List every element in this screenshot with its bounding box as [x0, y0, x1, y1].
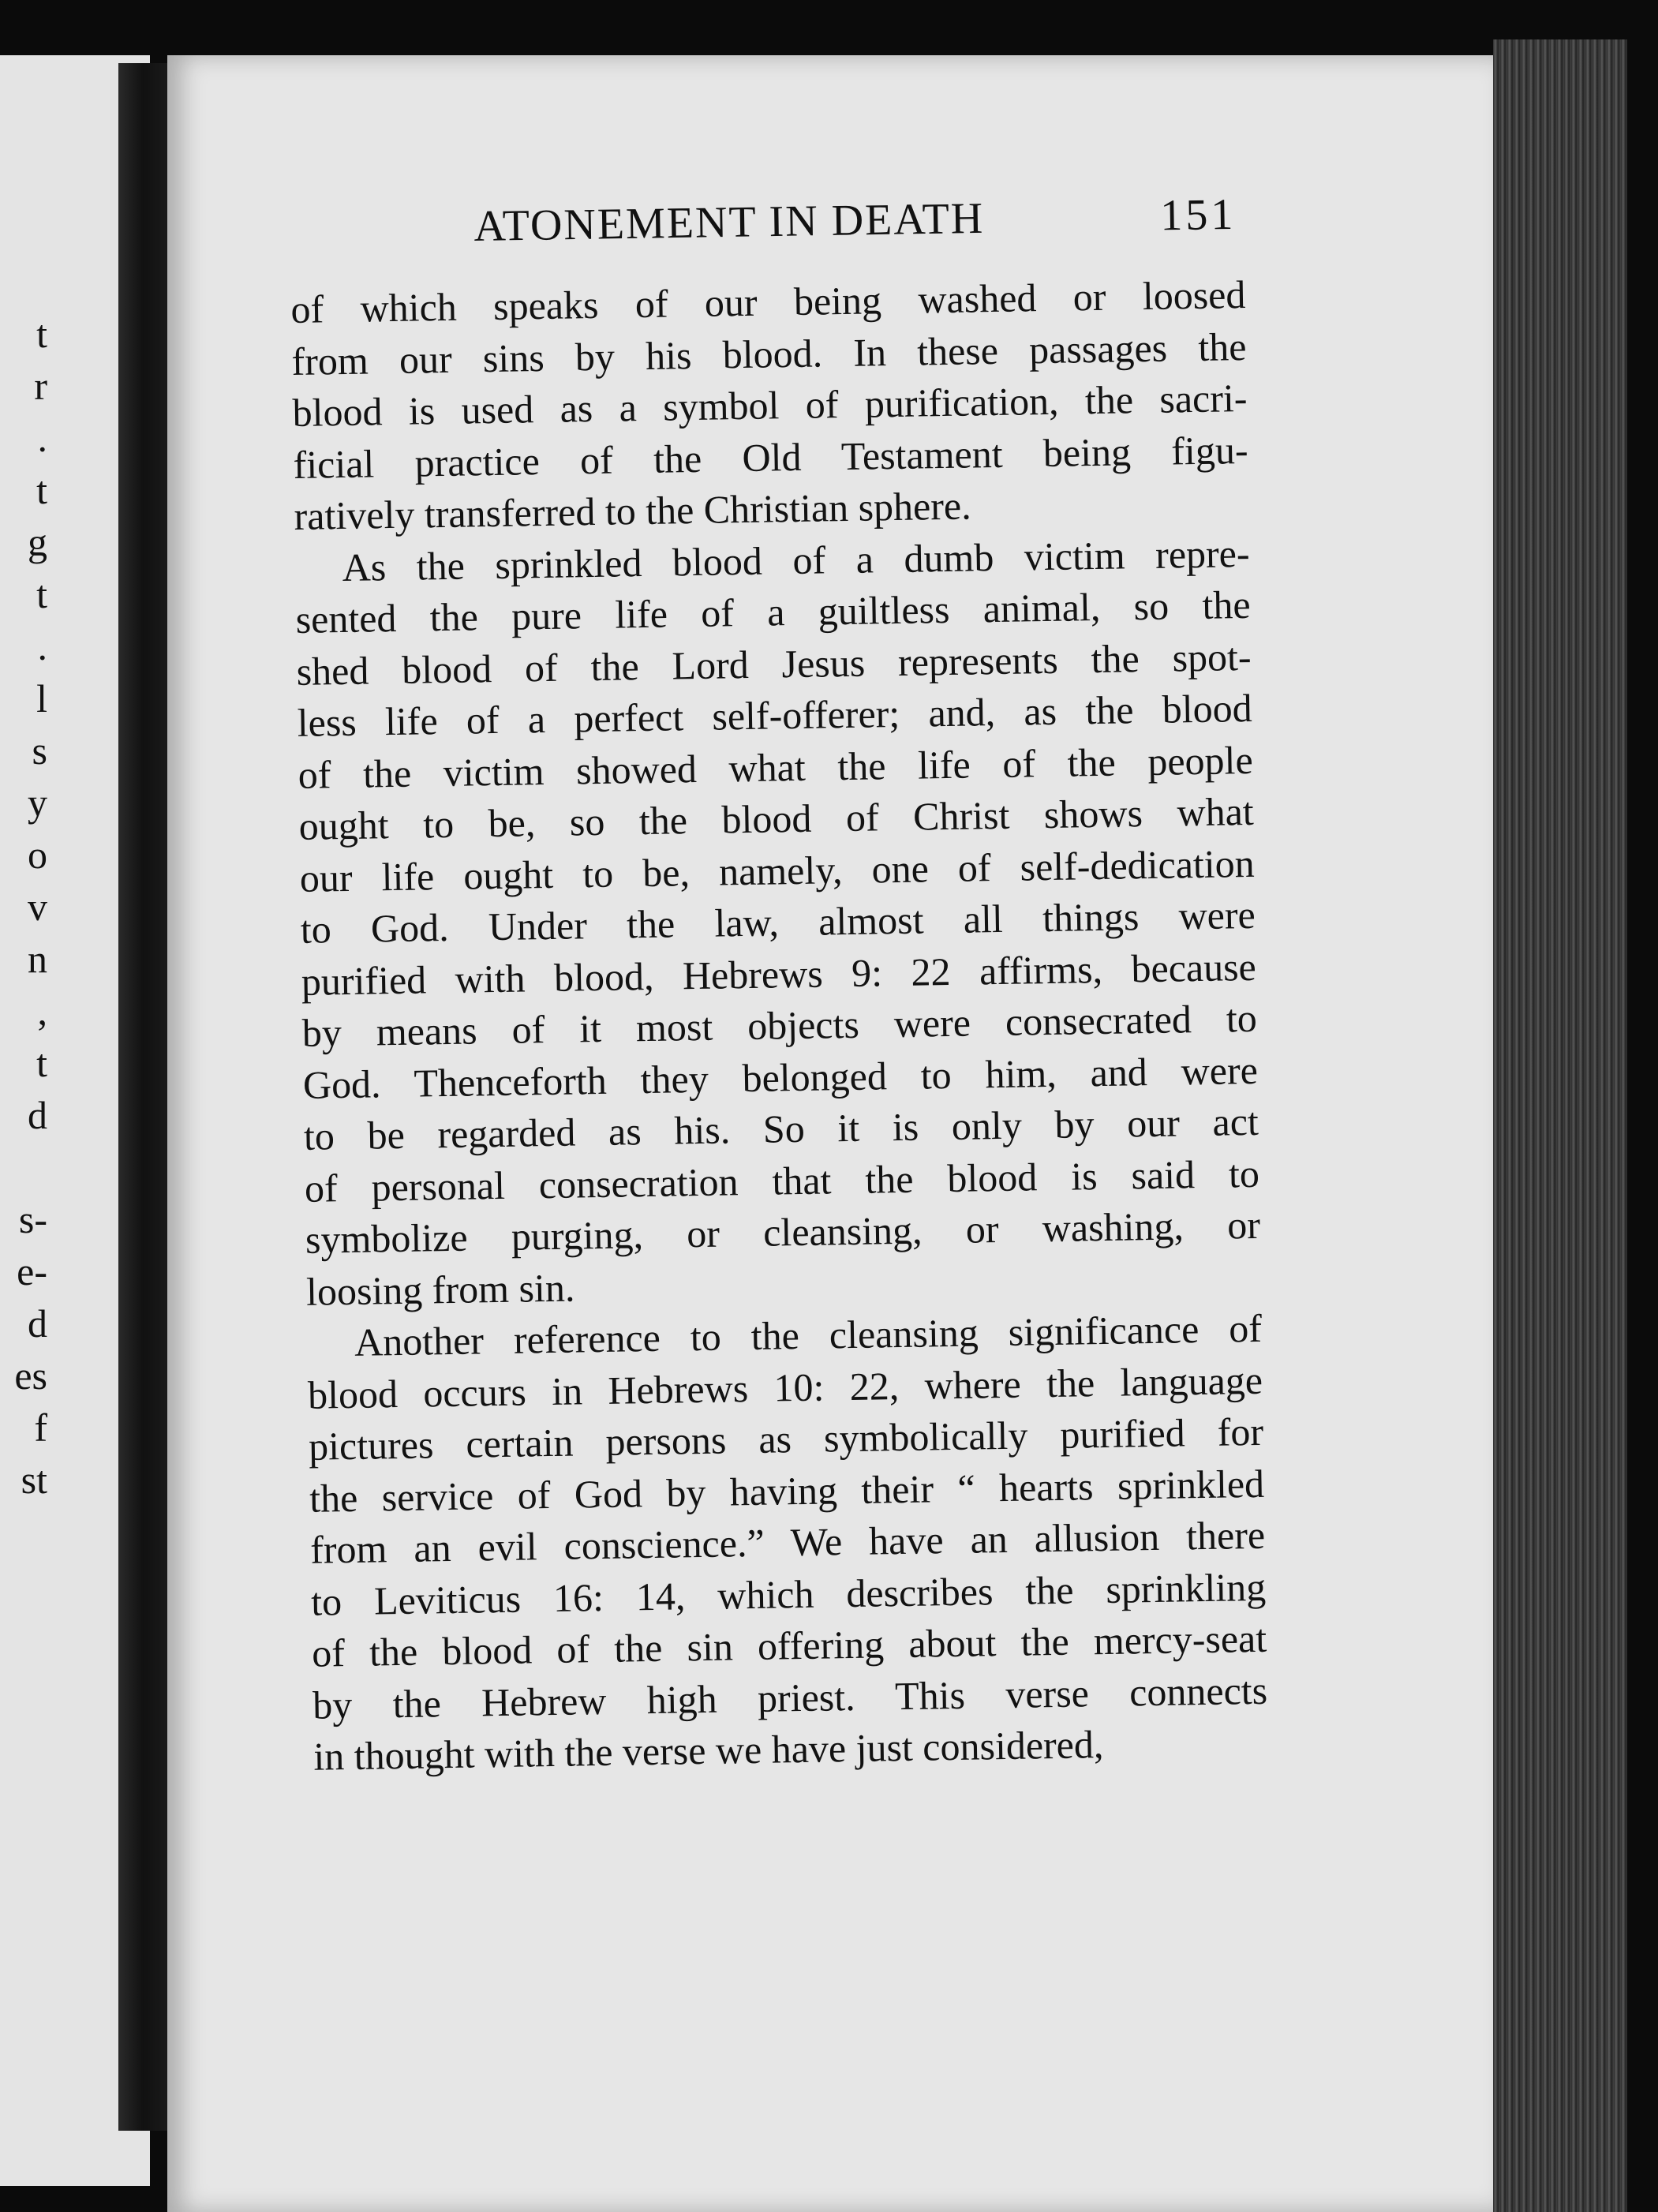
facing-page-fragment-line: t: [36, 468, 47, 512]
text-line: of personal consecration that the blood is said to: [304, 1151, 1260, 1211]
text-line: to be regarded as his. So it is only by our act: [303, 1099, 1259, 1158]
body-text: [290, 269, 1269, 1783]
facing-page-fragment-line: .: [37, 624, 47, 668]
text-line: our life ought to be, namely, one of self-dedication: [299, 840, 1256, 900]
running-title: ATONEMENT IN DEATH: [473, 193, 985, 251]
text-line: ficial practice of the Old Testament being figu-: [293, 427, 1248, 487]
text-line: to God. Under the law, almost all things were: [300, 892, 1256, 952]
text-line: ratively transferred to the Christian sphere.: [294, 483, 971, 538]
facing-page-fragment-line: ,: [37, 989, 47, 1033]
facing-page-fragment-line: e-: [17, 1249, 47, 1293]
facing-page-fragment-line: t: [36, 572, 47, 616]
facing-page-fragment-line: s: [32, 728, 47, 773]
text-line: of which speaks of our being washed or loosed: [290, 271, 1246, 331]
text-line: less life of a perfect self-offerer; and, as the blood: [297, 685, 1253, 745]
text-line: loosing from sin.: [305, 1265, 575, 1314]
paragraph: [307, 1303, 1269, 1783]
text-line: ought to be, so the blood of Christ shows what: [298, 788, 1255, 848]
facing-page-fragment-line: st: [21, 1458, 47, 1502]
facing-page-fragment-line: d: [28, 1093, 47, 1137]
facing-page-fragment-line: d: [28, 1301, 47, 1346]
facing-page-fragment-line: .: [37, 416, 47, 460]
text-line: from an evil conscience.” We have an allusion there: [309, 1512, 1266, 1572]
text-line: purified with blood, Hebrews 9: 22 affirms, because: [301, 944, 1257, 1004]
page-edges: [1493, 39, 1627, 2212]
text-line: by means of it most objects were consecrated to: [301, 995, 1258, 1055]
facing-page-fragment-line: v: [28, 885, 47, 929]
facing-page-fragment-line: g: [28, 520, 47, 564]
text-line: in thought with the verse we have just considered,: [313, 1722, 1104, 1779]
facing-page-fragment-line: o: [28, 833, 47, 877]
facing-page-fragment-line: s-: [18, 1197, 47, 1241]
text-line: to Leviticus 16: 14, which describes the sprinkling: [310, 1564, 1267, 1624]
text-line: sented the pure life of a guiltless animal, so the: [295, 582, 1251, 642]
text-line: blood is used as a symbol of purification, the sacri-: [292, 375, 1248, 435]
book-gutter: [118, 63, 174, 2131]
text-line: blood occurs in Hebrews 10: 22, where the language: [307, 1357, 1263, 1417]
facing-page-fragment-line: f: [34, 1405, 47, 1450]
text-line: the service of God by having their “ hearts sprinkled: [309, 1461, 1265, 1521]
text-line: of the blood of the sin offering about the mercy-seat: [311, 1615, 1267, 1675]
facing-page-fragment-line: es: [14, 1353, 47, 1398]
text-line: from our sins by his blood. In these passages the: [291, 324, 1247, 384]
facing-page-fragment-line: t: [36, 312, 47, 356]
paragraph: [290, 269, 1249, 542]
facing-page-text-fragment: [0, 308, 47, 1506]
paragraph: [294, 527, 1261, 1317]
text-line: God. Thenceforth they belonged to him, and were: [302, 1047, 1259, 1107]
text-line: symbolize purging, or cleansing, or washing, or: [305, 1202, 1261, 1262]
text-line: pictures certain persons as symbolically purified for: [308, 1409, 1264, 1469]
facing-page-fragment-line: y: [28, 780, 47, 825]
page-number: 151: [1159, 189, 1237, 241]
facing-page-fragment-line: n: [28, 937, 47, 981]
text-line: by the Hebrew high priest. This verse connects: [312, 1667, 1268, 1727]
facing-page-fragment-line: l: [36, 676, 47, 720]
text-line: As the sprinkled blood of a dumb victim repre-: [342, 530, 1250, 589]
facing-page-fragment-line: [0, 1141, 47, 1193]
text-line: of the victim showed what the life of the people: [298, 737, 1254, 797]
text-line: Another reference to the cleansing significance of: [354, 1305, 1263, 1364]
facing-page-fragment-line: t: [36, 1041, 47, 1085]
facing-page-fragment-line: r: [34, 364, 47, 408]
text-line: shed blood of the Lord Jesus represents the spot-: [296, 634, 1252, 694]
